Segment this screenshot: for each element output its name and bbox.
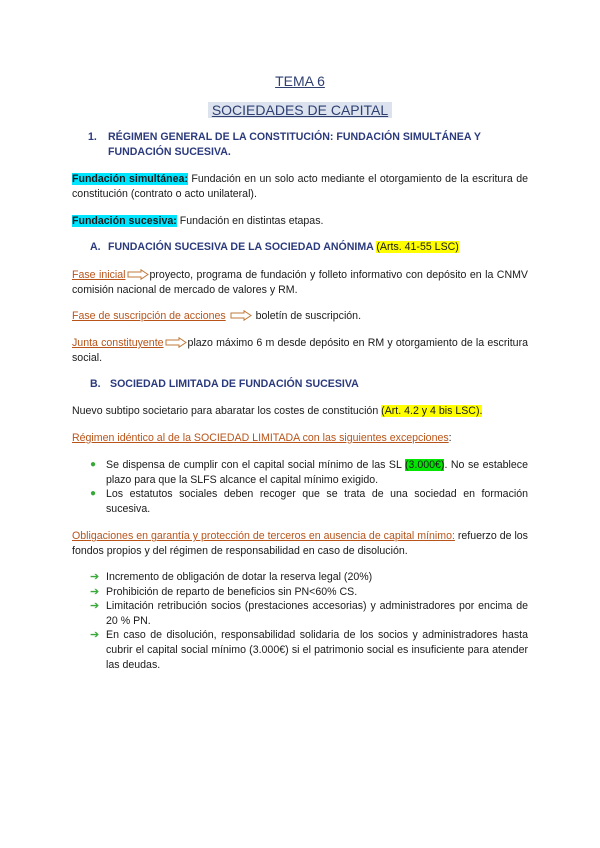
- obligations-paragraph: Obligaciones en garantía y protección de terceros en ausencia de capital mínimo: refuerzo de los fondos propios y del régimen de responsabilidad en caso de disolución.: [72, 530, 528, 557]
- list-item: ➔ Incremento de obligación de dotar la reserva legal (20%): [90, 571, 373, 583]
- arrow-bullet-icon: ➔: [90, 629, 100, 642]
- section-1-heading: RÉGIMEN GENERAL DE LA CONSTITUCIÓN: FUNDACIÓN SIMULTÁNEA Y FUNDACIÓN SUCESIVA.: [108, 131, 481, 158]
- right-arrow-icon: [230, 310, 252, 321]
- page-title: TEMA 6: [275, 73, 325, 89]
- obligations-label: Obligaciones en garantía y protección de terceros en ausencia de capital mínimo:: [72, 530, 455, 542]
- bullet-icon: ●: [90, 459, 97, 470]
- arrow-bullet-icon: ➔: [90, 600, 100, 613]
- right-arrow-icon: [127, 269, 149, 280]
- list-item: ● Los estatutos sociales deben recoger que se trata de una sociedad en formación sucesiva.: [90, 488, 528, 515]
- definition-sucesiva-label: Fundación sucesiva:: [72, 215, 177, 227]
- phase-inicial: Fase inicial proyecto, programa de fundación y folleto informativo con depósito en la CNMV comisión nacional de mercado de valores y RM.: [72, 269, 528, 296]
- regime-paragraph: Régimen idéntico al de la SOCIEDAD LIMITADA con las siguientes excepciones:: [72, 432, 452, 444]
- phase-junta-label: Junta constituyente: [72, 337, 164, 349]
- definition-simultanea: Fundación simultánea: Fundación en un solo acto mediante el otorgamiento de la escritura de constitución (contrato o acto unilateral).: [72, 173, 528, 200]
- intro-reference: (Art. 4.2 y 4 bis LSC).: [381, 405, 483, 417]
- definition-simultanea-label: Fundación simultánea:: [72, 173, 188, 185]
- list-item: ➔ Limitación retribución socios (prestaciones accesorias) y administradores por encima de 20 % PN.: [90, 600, 528, 627]
- definition-sucesiva: Fundación sucesiva: Fundación en distintas etapas.: [72, 215, 324, 227]
- exceptions-list: [72, 458, 528, 516]
- page-subtitle: SOCIEDADES DE CAPITAL: [0, 102, 600, 118]
- section-a-letter: A.: [90, 241, 101, 253]
- section-1-number: 1.: [88, 131, 97, 143]
- arrow-bullet-icon: ➔: [90, 585, 100, 598]
- capital-highlight: (3.000€): [404, 459, 445, 471]
- section-b-heading: SOCIEDAD LIMITADA DE FUNDACIÓN SUCESIVA: [110, 378, 359, 390]
- list-item: ➔ En caso de disolución, responsabilidad solidaria de los socios y administradores hasta cubrir el capital social mínimo (3.000€) si el patrimonio social es insuficiente para atender las deudas.: [90, 629, 528, 671]
- section-a-reference: (Arts. 41-55 LSC): [376, 241, 459, 253]
- phase-inicial-label: Fase inicial: [72, 269, 126, 281]
- phase-junta: Junta constituyente plazo máximo 6 m desde depósito en RM y otorgamiento de la escritura social.: [72, 337, 528, 364]
- section-a-heading: FUNDACIÓN SUCESIVA DE LA SOCIEDAD ANÓNIMA (Arts. 41-55 LSC): [108, 241, 459, 253]
- bullet-icon: ●: [90, 488, 97, 500]
- section-b-letter: B.: [90, 378, 101, 390]
- arrow-bullet-icon: ➔: [90, 571, 100, 583]
- list-item: ➔ Prohibición de reparto de beneficios sin PN<60% CS.: [90, 585, 358, 598]
- right-arrow-icon: [165, 337, 187, 348]
- phase-suscripcion: Fase de suscripción de acciones boletín de suscripción.: [72, 310, 362, 322]
- obligations-list: [72, 570, 528, 672]
- intro-paragraph: Nuevo subtipo societario para abaratar los costes de constitución (Art. 4.2 y 4 bis LSC).: [72, 405, 483, 417]
- list-item: ● Se dispensa de cumplir con el capital social mínimo de las SL (3.000€). No se establece plazo para que la SLFS alcance el capital mínimo exigido.: [90, 459, 528, 486]
- phase-suscripcion-label: Fase de suscripción de acciones: [72, 310, 226, 322]
